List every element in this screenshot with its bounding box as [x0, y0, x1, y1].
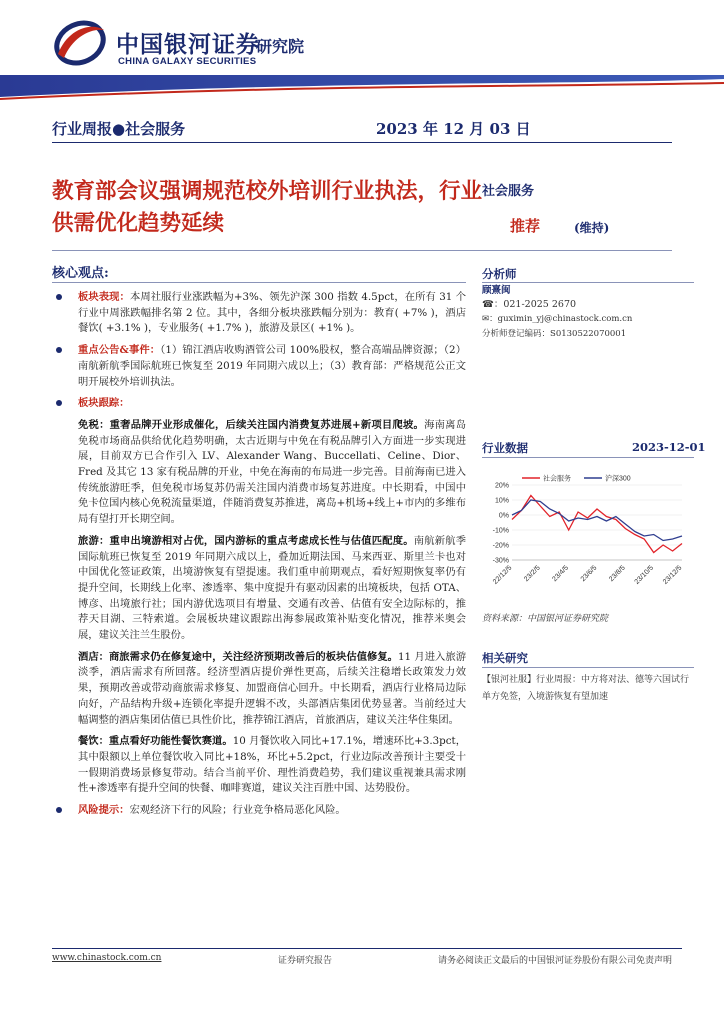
- analyst-email[interactable]: ✉：guximin_yj@chinastock.com.cn: [482, 314, 633, 324]
- bullet-icon: [56, 294, 62, 300]
- analyst-name: 顾熹闽: [482, 285, 511, 296]
- y-tick-label: -10%: [492, 527, 509, 535]
- chart-source: 资料来源：中国银河证券研究院: [482, 614, 609, 624]
- y-tick-label: 20%: [494, 482, 509, 490]
- x-tick-label: 23/2/5: [523, 564, 542, 584]
- paragraph-text: 南航新航季国际航班已恢复至 2019 年同期六成以上，叠加近期法国、马来西亚、斯里兰卡也对中国优化签证政策，出境游恢复有望提速。我们重申前期观点，看好短期恢复率仍有提升空间，长期线上化率、渗透率、集中度提升有驱动因素的出境板块，包括 OTA、博彦、出境旅行社；国内游优选项目有增量、交通有改善、估值有安全边际标的，推荐天目湖、三特索道。会展板块建议跟踪出海参展政策补贴变化情况，推荐米奥会展，建议关注兰生股份。: [78, 534, 466, 642]
- footer-center: 证券研究报告: [278, 956, 333, 966]
- bullet-label: 板块表现：: [78, 291, 130, 303]
- paragraph-lead: 餐饮：重点看好功能性餐饮赛道。: [78, 735, 233, 748]
- paragraph-lead: 旅游：重申出境游相对占优，国内游标的重点考虑成长性与估值匹配度。: [78, 534, 414, 547]
- analyst-heading: 分析师: [482, 267, 517, 281]
- bullet-label: 重点公告&事件：: [78, 344, 161, 357]
- x-tick-label: 23/12/5: [661, 564, 684, 586]
- related-heading: 相关研究: [482, 651, 528, 665]
- paragraph-text: 10 月餐饮收入同比+17.1%，增速环比+3.3pct，其中限额以上单位餐饮收入同比+18%，环比+5.2pct，行业边际改善预计主要受十一假期消费场景修复带动。结合当前平价、理性消费趋势，我们建议重视兼具需求刚性+渗透率有提升空间的快餐、咖啡赛道，建议关注百胜中国、达势股份。: [78, 735, 466, 795]
- footer-divider: [52, 948, 682, 949]
- paragraph-tourism: [52, 534, 466, 644]
- report-type: 行业周报●社会服务: [52, 120, 186, 138]
- paragraph-text: 11 月进入旅游淡季，酒店需求有所回落。经济型酒店提价弹性更高，后续关注稳增长政策发力效果，预期改善或带动商旅需求修复、加盟商信心回升。中长期看，酒店行业格局边际向好，产品结构升级+连锁化率提升逻辑不改，头部酒店集团优势显著。当前经过大幅调整的酒店集团估值已具性价比，推荐锦江酒店，首旅酒店，建议关注华住集团。: [78, 650, 466, 726]
- bullet-icon: [56, 347, 62, 353]
- y-tick-label: 0%: [498, 512, 509, 520]
- related-divider: [482, 667, 694, 668]
- bullet-label: 板块跟踪：: [78, 397, 130, 410]
- x-tick-label: 23/8/5: [608, 564, 627, 584]
- x-tick-label: 22/12/5: [491, 564, 514, 586]
- y-tick-label: -20%: [492, 542, 509, 550]
- bullet-text: （1）锦江酒店收购酒管公司 100%股权，整合高端品牌资源；（2）南航新航季国际航班已恢复至 2019 年同期六成以上；（3）教育部：严格规范公正文明开展校外培训执法。: [78, 344, 466, 388]
- paragraph-lead: 免税：重奢品牌开业形成催化，后续关注国内消费复苏进展+新项目爬坡。: [78, 418, 425, 431]
- main-content: [52, 290, 466, 825]
- bullet-icon: [56, 807, 62, 813]
- legend-label-series-1: 沪深300: [605, 475, 631, 483]
- x-tick-label: 23/4/5: [551, 564, 571, 584]
- paragraph-lead: 酒店：商旅需求仍在修复途中，关注经济预期改善后的板块估值修复。: [78, 650, 398, 663]
- paragraph-hotel: [52, 650, 466, 729]
- chart-heading: 行业数据: [482, 441, 528, 455]
- industry-chart: [482, 470, 694, 610]
- header-divider: [52, 142, 672, 143]
- bullet-sector-performance: [52, 290, 466, 337]
- bullet-label: 风险提示：: [78, 804, 130, 817]
- brand-name-en: CHINA GALAXY SECURITIES: [118, 56, 257, 67]
- rating-status: (维持): [574, 221, 610, 235]
- title-divider: [52, 250, 672, 251]
- brand-name-cn: 中国银河证券: [116, 32, 260, 58]
- chart-legend: [522, 474, 631, 483]
- rating-label: 推荐: [510, 217, 541, 235]
- series-line-1: [512, 500, 682, 541]
- bullet-risk: [52, 803, 466, 819]
- chart-heading-date: 2023-12-01: [632, 440, 706, 454]
- related-item[interactable]: 【银河社服】行业周报：中方将对法、德等六国试行单方免签，入境游恢复有望加速: [482, 675, 690, 702]
- y-tick-label: -30%: [492, 557, 509, 565]
- footer-disclaimer: 请务必阅读正文最后的中国银河证券股份有限公司免责声明: [438, 956, 673, 966]
- y-tick-label: 10%: [494, 497, 509, 505]
- analyst-divider: [482, 282, 694, 283]
- core-heading: 核心观点:: [52, 266, 109, 281]
- bullet-icon: [56, 400, 62, 406]
- bullet-announcements: [52, 343, 466, 390]
- bullet-text: 本周社服行业涨跌幅为+3%、领先沪深 300 指数 4.5pct，在所有 31 个行业中周涨跌幅排名第 2 位。其中，各细分板块涨跌幅分别为：教育( +7% )，酒店餐饮( +3.1% )，专业服务( +1.7% )，旅游及景区( +1% )。: [78, 291, 466, 335]
- chart-divider: [482, 457, 694, 458]
- paragraph-catering: [52, 734, 466, 797]
- core-divider: [52, 282, 466, 283]
- legend-label-series-0: 社会服务: [543, 475, 571, 483]
- header-band: [0, 75, 724, 155]
- paragraph-text: 海南离岛免税市场商品供给优化趋势明确，太古近期与中免在有税品牌引入方面进一步实现进展，目前双方已合作引入 LV、Alexander Wang、Buccellati、Celine、Dior、Fred 及其它 13 家有税品牌的开业，中免在海南的布局进一步完善。目前海南已进入传统旅游旺季，但免税市场复苏仍需关注国内消费市场复苏进度。中长期看，中国中免卡位国内核心免税流量渠道，伴随消费复苏推进，离岛+机场+线上+市内的多维布局有望打开长期空间。: [78, 418, 466, 526]
- bullet-text: 宏观经济下行的风险；行业竞争格局恶化风险。: [129, 804, 346, 817]
- x-tick-label: 23/10/5: [633, 564, 656, 586]
- institute-label: 研究院: [256, 37, 305, 56]
- series-line-0: [512, 496, 682, 553]
- bullet-tracking: [52, 396, 466, 412]
- report-date: 2023 年 12 月 03 日: [376, 120, 531, 138]
- x-tick-label: 23/6/5: [579, 564, 599, 584]
- analyst-cert: 分析师登记编码：S0130522070001: [482, 329, 627, 339]
- company-logo-icon: [52, 18, 108, 68]
- sector-label: 社会服务: [482, 184, 535, 199]
- footer-url[interactable]: www.chinastock.com.cn: [52, 953, 162, 963]
- report-title: 教育部会议强调规范校外培训行业执法，行业供需优化趋势延续: [52, 179, 483, 236]
- analyst-phone: ☎：021-2025 2670: [482, 299, 577, 310]
- paragraph-duty-free: [52, 418, 466, 528]
